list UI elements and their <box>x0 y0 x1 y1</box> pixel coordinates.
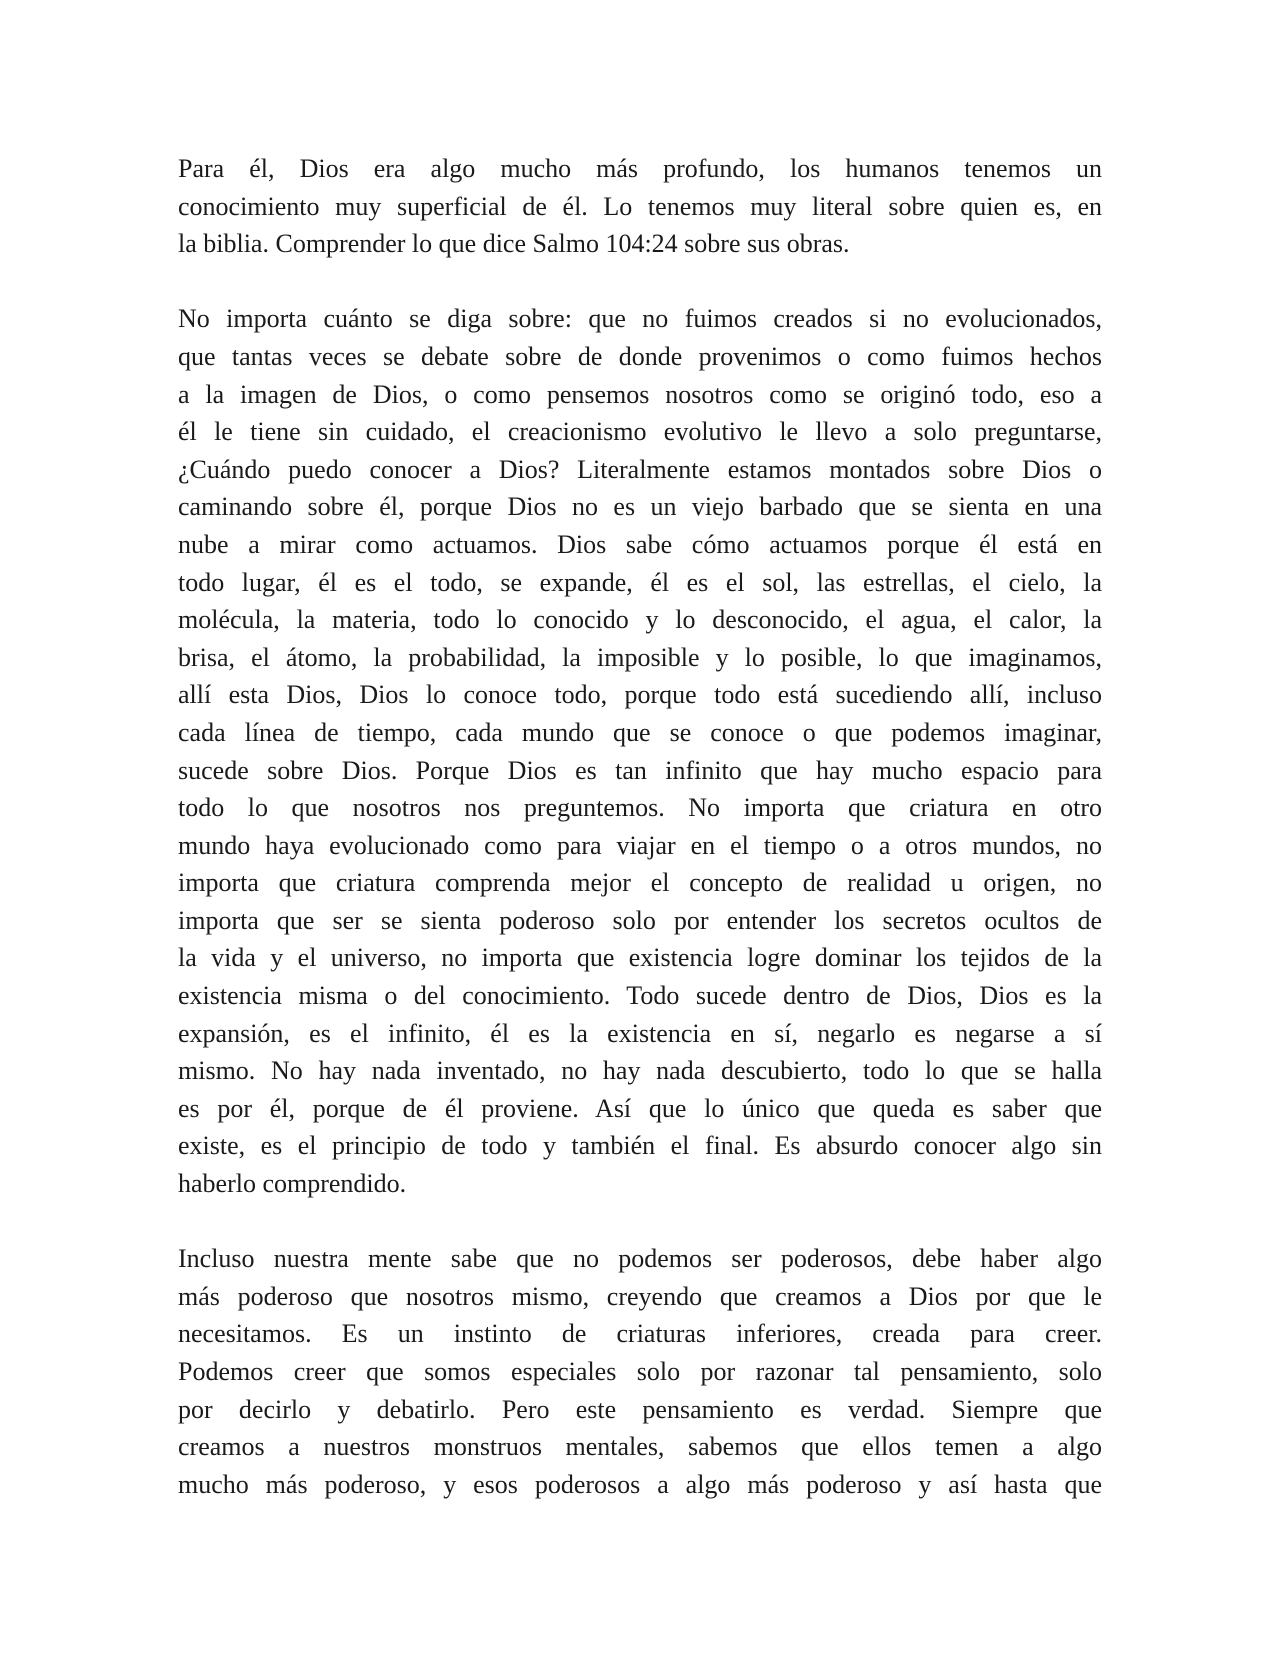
text-line: conocimiento muy superficial de él. Lo tenemos muy literal sobre quien es, en <box>178 191 1102 221</box>
text-line: cada línea de tiempo, cada mundo que se conoce o que podemos imaginar, <box>178 717 1102 747</box>
text-line: que tantas veces se debate sobre de donde provenimos o como fuimos hechos <box>178 341 1102 371</box>
document-body <box>178 150 1102 1503</box>
text-line: expansión, es el infinito, él es la existencia en sí, negarlo es negarse a sí <box>178 1018 1102 1048</box>
text-line: nube a mirar como actuamos. Dios sabe cómo actuamos porque él está en <box>178 529 1102 559</box>
text-line: existe, es el principio de todo y también el final. Es absurdo conocer algo sin <box>178 1131 1102 1161</box>
text-line: brisa, el átomo, la probabilidad, la imposible y lo posible, lo que imaginamos, <box>178 642 1102 672</box>
text-line: por decirlo y debatirlo. Pero este pensamiento es verdad. Siempre que <box>178 1394 1102 1424</box>
text-line: caminando sobre él, porque Dios no es un viejo barbado que se sienta en una <box>178 492 1102 522</box>
text-line: existencia misma o del conocimiento. Todo sucede dentro de Dios, Dios es la <box>178 981 1102 1011</box>
text-line: No importa cuánto se diga sobre: que no fuimos creados si no evolucionados, <box>178 304 1102 334</box>
text-line: Incluso nuestra mente sabe que no podemos ser poderosos, debe haber algo <box>178 1244 1102 1274</box>
text-line: él le tiene sin cuidado, el creacionismo evolutivo le llevo a solo preguntarse, <box>178 417 1102 447</box>
text-line: creamos a nuestros monstruos mentales, sabemos que ellos temen a algo <box>178 1432 1102 1462</box>
text-line: necesitamos. Es un instinto de criaturas inferiores, creada para creer. <box>178 1319 1102 1349</box>
text-line: ¿Cuándo puedo conocer a Dios? Literalmente estamos montados sobre Dios o <box>178 454 1102 484</box>
text-line: todo lugar, él es el todo, se expande, él es el sol, las estrellas, el cielo, la <box>178 567 1102 597</box>
paragraph <box>178 150 1102 263</box>
text-line: allí esta Dios, Dios lo conoce todo, porque todo está sucediendo allí, incluso <box>178 680 1102 710</box>
text-line: a la imagen de Dios, o como pensemos nosotros como se originó todo, eso a <box>178 379 1102 409</box>
text-line: la vida y el universo, no importa que existencia logre dominar los tejidos de la <box>178 943 1102 973</box>
text-line: sucede sobre Dios. Porque Dios es tan infinito que hay mucho espacio para <box>178 755 1102 785</box>
text-line: molécula, la materia, todo lo conocido y lo desconocido, el agua, el calor, la <box>178 605 1102 635</box>
text-line: es por él, porque de él proviene. Así que lo único que queda es saber que <box>178 1093 1102 1123</box>
text-line: haberlo comprendido. <box>178 1169 407 1199</box>
text-line: mismo. No hay nada inventado, no hay nada descubierto, todo lo que se halla <box>178 1056 1102 1086</box>
paragraph <box>178 300 1102 1202</box>
text-line: mucho más poderoso, y esos poderosos a algo más poderoso y así hasta que <box>178 1469 1102 1499</box>
paragraph <box>178 1240 1102 1503</box>
text-line: Para él, Dios era algo mucho más profundo, los humanos tenemos un <box>178 154 1102 183</box>
text-line: mundo haya evolucionado como para viajar en el tiempo o a otros mundos, no <box>178 830 1102 860</box>
text-line: Podemos creer que somos especiales solo por razonar tal pensamiento, solo <box>178 1357 1102 1386</box>
text-line: importa que criatura comprenda mejor el concepto de realidad u origen, no <box>178 868 1102 898</box>
text-line: la biblia. Comprender lo que dice Salmo 104:24 sobre sus obras. <box>178 229 850 259</box>
text-line: todo lo que nosotros nos preguntemos. No importa que criatura en otro <box>178 793 1102 823</box>
text-line: importa que ser se sienta poderoso solo por entender los secretos ocultos de <box>178 905 1102 935</box>
text-line: más poderoso que nosotros mismo, creyendo que creamos a Dios por que le <box>178 1281 1102 1311</box>
